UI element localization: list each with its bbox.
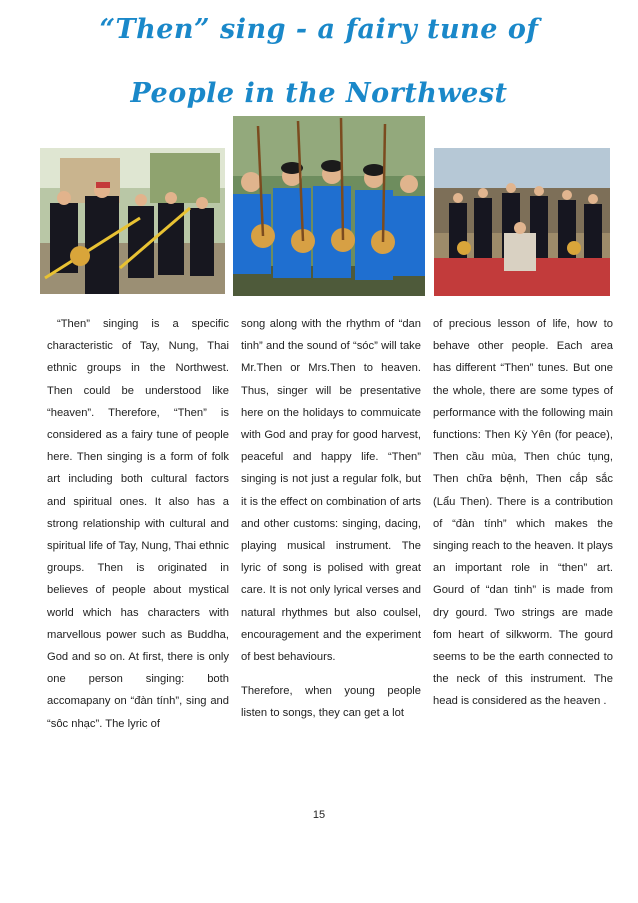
photo-performance-on-stage	[434, 148, 610, 296]
photo-singers-in-blue-dresses	[233, 116, 425, 296]
page-title-line-1: “Then” sing - a fairy tune of	[99, 14, 539, 45]
column-1-paragraph: “Then” singing is a specific characteristic of Tay, Nung, Thai ethnic groups in the Northwest. Then could be understood like “heaven”. Therefore, “Then” is considered as a fairy tune of people here. Then singing is a form of folk art including both cultural factors and spiritual ones. It also has a strong relationship with cultural and spiritual life of Tay, Nung, Thai ethnic groups. Then is originated in believes of people about mystical world which has characters with marvellous power such as Buddha, God and so on. At first, there is only one person singing: both accomapany on “đàn tính”, sing and “sôc nhạc”. The lyric of	[47, 318, 229, 730]
text-column-2	[241, 313, 421, 725]
photo-women-playing-instruments-outdoors	[40, 148, 225, 294]
text-column-1	[47, 313, 229, 735]
column-3-paragraph: of precious lesson of life, how to behave other people. Each area has different “Then” tunes. But one the whole, there are some types of performance with the following main functions: Then Kỳ Yên (for peace), Then cầu mùa, Then chúc tụng, Then chữa bệnh, Then cắp sắc (Lẩu Then). There is a contribution of “đàn tính” which makes the singing reach to the heaven. It plays an important role in “then” art. Gourd of “dan tinh” is made from dry gourd. Two strings are made fom heart of silkworm. The gourd seems to be the earth connected to the neck of this instrument. The head is considered as the heaven .	[433, 318, 613, 708]
page-number: 15	[312, 809, 326, 821]
text-column-3	[433, 313, 613, 713]
page-title-line-2: People in the Northwest	[130, 78, 508, 109]
column-2-paragraph-1: song along with the rhythm of “dan tinh” and the sound of “sóc” will take Mr.Then or Mrs.Then to heaven. Thus, singer will be presentative here on the holidays to commuicate with God and pray for good harvest, peaceful and happy life. “Then” singing is not just a regular folk, but it is the effect on combination of arts and other customs: singing, dacing, playing musical instrument. The lyric of song is polised with great care. It is not only lyrical verses and natural rhythmes but also coulsel, encouragement and the experiment of best behaviours.	[241, 318, 421, 664]
column-2-paragraph-2: Therefore, when young people listen to songs, they can get a lot	[241, 685, 421, 720]
